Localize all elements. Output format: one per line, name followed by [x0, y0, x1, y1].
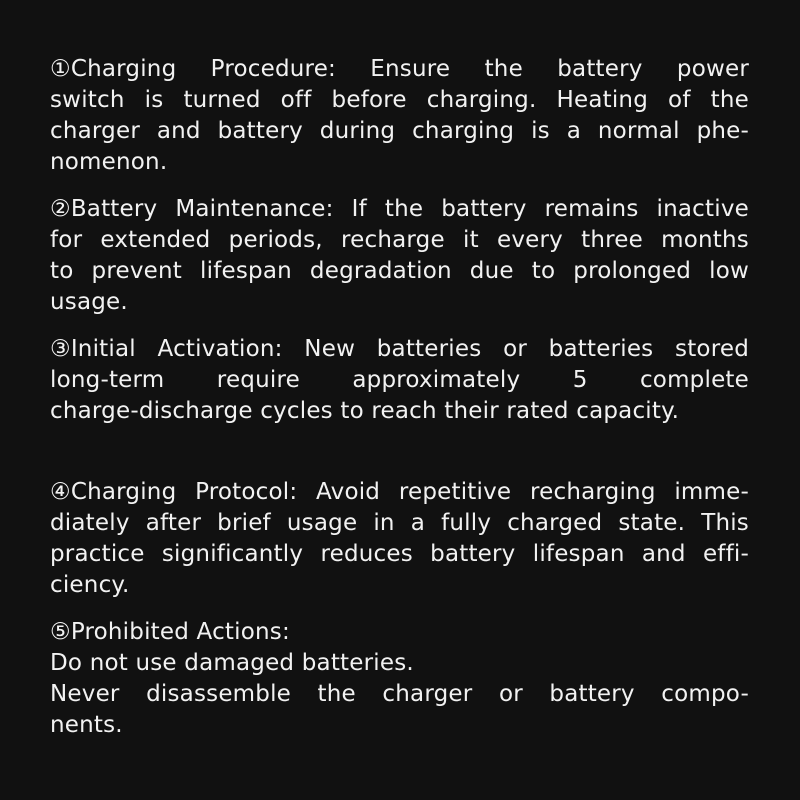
- text-line: usage.: [50, 289, 128, 315]
- text-line: Do not use damaged batteries.: [50, 650, 414, 676]
- text-line: switch is turned off before charging. Heating of the: [50, 87, 749, 113]
- text-line: ①Charging Procedure: Ensure the battery power: [50, 56, 749, 82]
- text-line: charge-discharge cycles to reach their rated capacity.: [50, 398, 680, 424]
- text-line: practice significantly reduces battery lifespan and effi-: [50, 541, 749, 567]
- text-line: charger and battery during charging is a normal phe-: [50, 118, 749, 144]
- text-line: diately after brief usage in a fully charged state. This: [50, 510, 749, 536]
- paragraph-battery-maintenance: [50, 194, 749, 318]
- text-line: nomenon.: [50, 149, 168, 175]
- text-line: ③Initial Activation: New batteries or batteries stored: [50, 336, 749, 362]
- text-line: ④Charging Protocol: Avoid repetitive recharging imme-: [50, 479, 749, 505]
- text-line: nents.: [50, 712, 123, 738]
- text-line: Never disassemble the charger or battery compo-: [50, 681, 749, 707]
- text-line: ⑤Prohibited Actions:: [50, 619, 290, 645]
- text-line: for extended periods, recharge it every three months: [50, 227, 749, 253]
- paragraph-charging-procedure: [50, 54, 749, 178]
- text-line: ②Battery Maintenance: If the battery remains inactive: [50, 196, 749, 222]
- battery-instructions-document: [50, 54, 749, 757]
- paragraph-initial-activation: [50, 334, 749, 427]
- text-line: ciency.: [50, 572, 130, 598]
- text-line: long-term require approximately 5 complete: [50, 367, 749, 393]
- text-line: to prevent lifespan degradation due to prolonged low: [50, 258, 749, 284]
- paragraph-prohibited-actions: [50, 617, 749, 741]
- paragraph-charging-protocol: [50, 477, 749, 601]
